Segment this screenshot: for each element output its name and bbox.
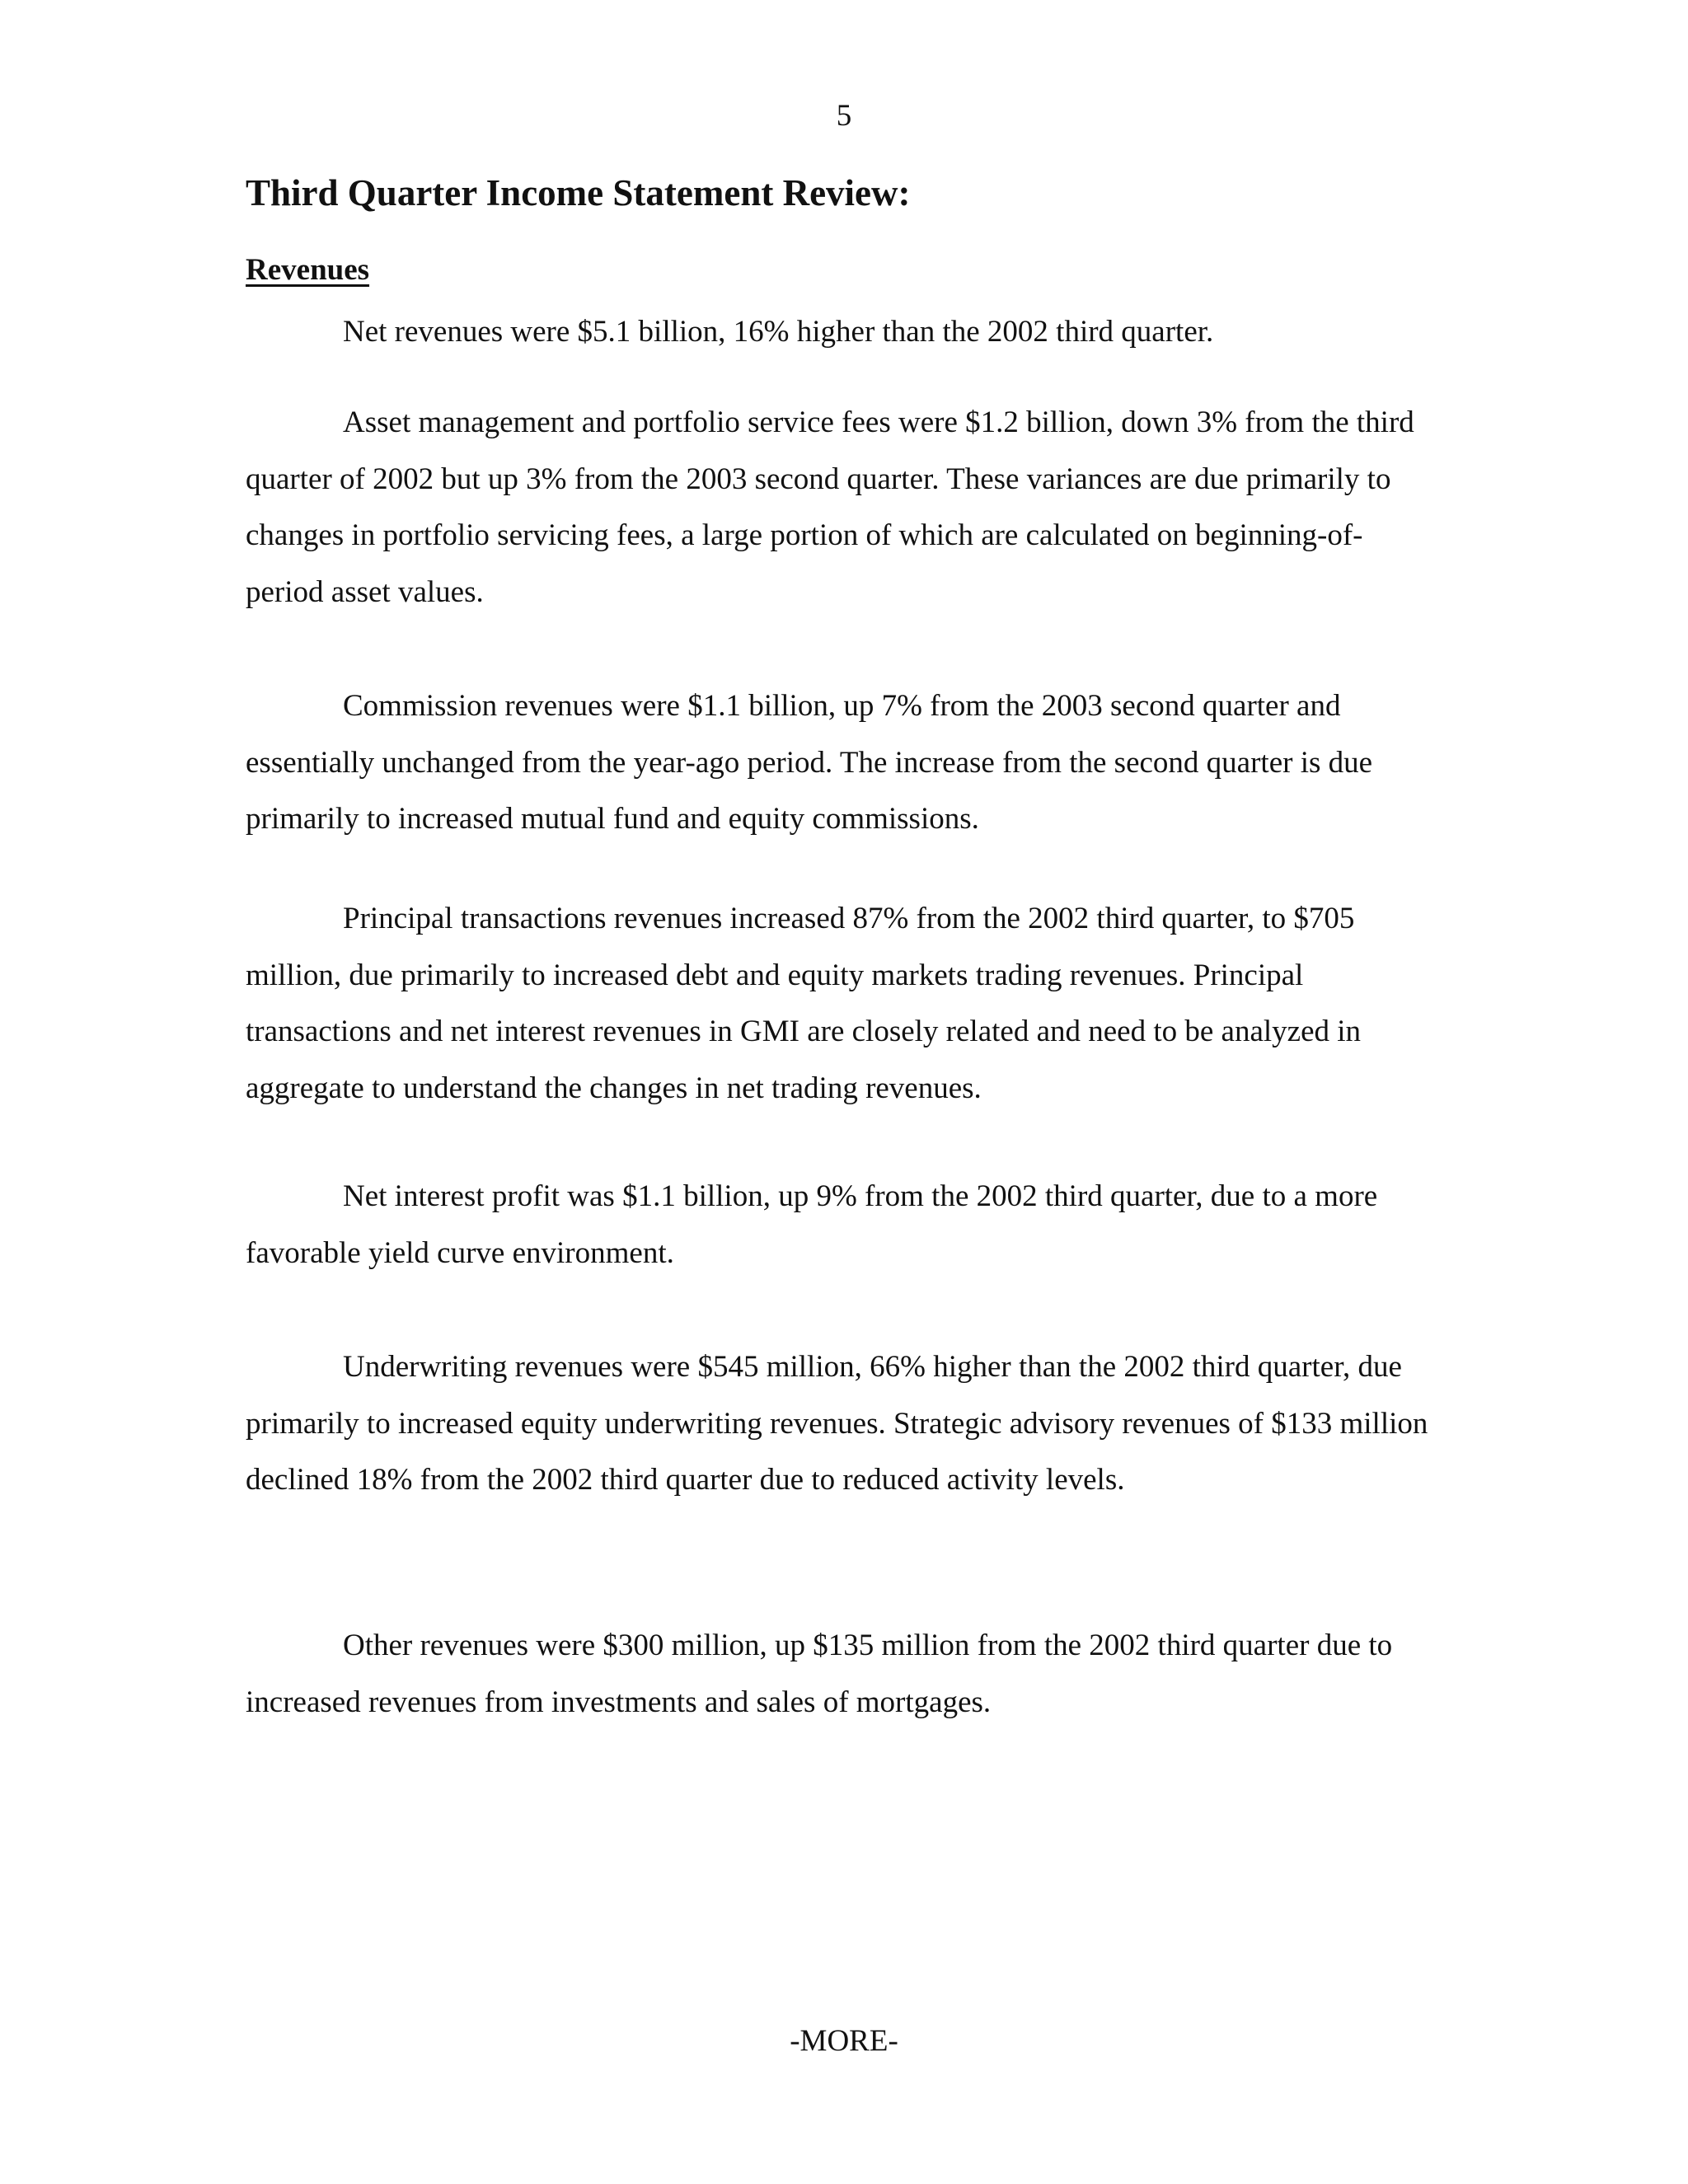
page-number: 5 (836, 99, 852, 133)
paragraph-underwriting: Underwriting revenues were $545 million, 66% higher than the 2002 third quarter, due primarily to increased equity underwriting revenues. Strategic advisory revenues of $133 million declined 18% from the 2002 third quarter due to reduced activity levels. (246, 1350, 1428, 1497)
document-title: Third Quarter Income Statement Review: (246, 172, 911, 213)
section-heading-revenues: Revenues (246, 253, 370, 287)
paragraph-net-revenues: Net revenues were $5.1 billion, 16% higher than the 2002 third quarter. (343, 315, 1214, 349)
paragraph-asset-management: Asset management and portfolio service fees were $1.2 billion, down 3% from the third quarter of 2002 but up 3% from the 2003 second quarter. These variances are due primarily to changes in portfolio servicing fees, a large portion of which are calculated on beginning-of-period asset values. (246, 405, 1414, 609)
page-footer-more: -MORE- (790, 2024, 898, 2058)
paragraph-other-revenues: Other revenues were $300 million, up $135 million from the 2002 third quarter due to increased revenues from investments and sales of mortgages. (246, 1629, 1393, 1719)
paragraph-net-interest: Net interest profit was $1.1 billion, up 9% from the 2002 third quarter, due to a more favorable yield curve environment. (246, 1179, 1378, 1270)
paragraph-commission-revenues: Commission revenues were $1.1 billion, up 7% from the 2003 second quarter and essentially unchanged from the year-ago period. The increase from the second quarter is due primarily to increased mutual fund and equity commissions. (246, 689, 1373, 836)
paragraph-principal-transactions: Principal transactions revenues increased 87% from the 2002 third quarter, to $705 million, due primarily to increased debt and equity markets trading revenues. Principal transactions and net interest revenues in GMI are closely related and need to be analyzed in aggregate to understand the changes in net trading revenues. (246, 902, 1362, 1105)
